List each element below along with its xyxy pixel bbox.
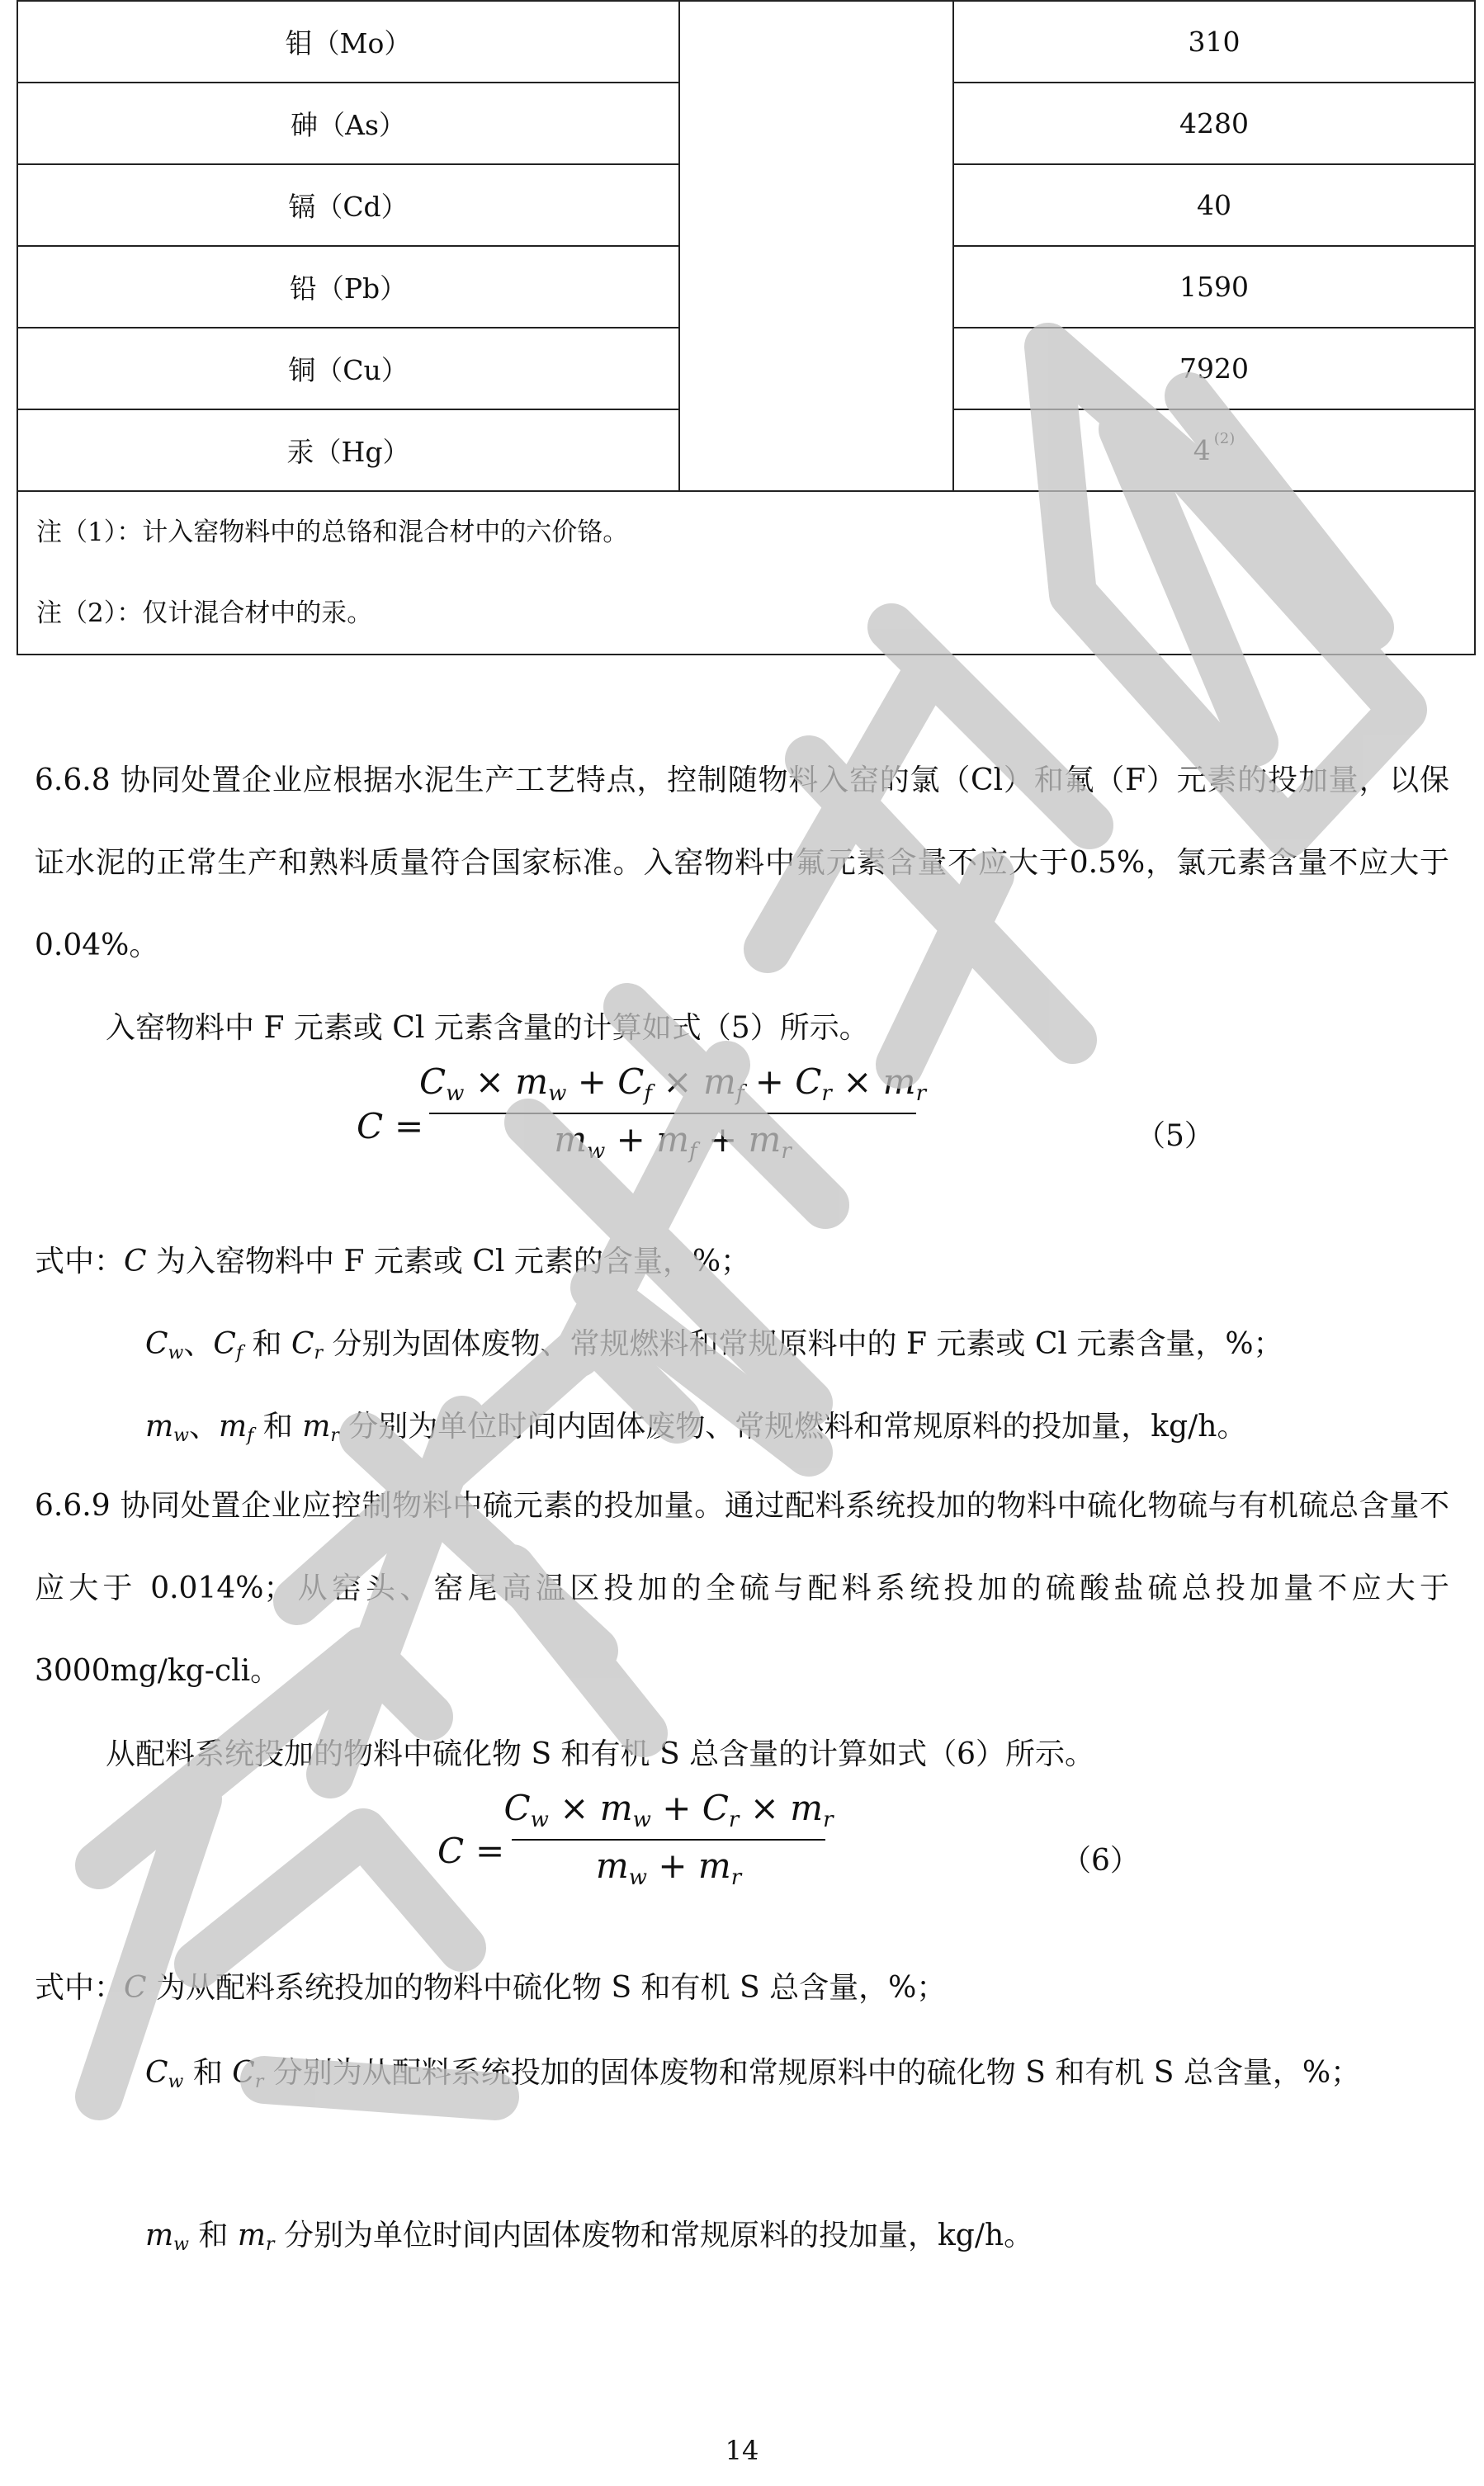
value-cell: 4280 bbox=[953, 83, 1475, 164]
formula-denominator: mw + mf + mr bbox=[554, 1119, 792, 1164]
value-cell: 1590 bbox=[953, 246, 1475, 328]
formula-5-intro: 入窑物料中 F 元素或 Cl 元素含量的计算如式（5）所示。 bbox=[106, 1011, 869, 1045]
where-line: 式中：C 为入窑物料中 F 元素或 Cl 元素的含量，%； bbox=[35, 1245, 751, 1278]
value-cell: 310 bbox=[953, 1, 1475, 83]
table-note: 注（1）：计入窑物料中的总铬和混合材中的六价铬。 bbox=[36, 518, 629, 547]
formula-lhs: C bbox=[357, 1106, 384, 1146]
element-cell: 镉（Cd） bbox=[17, 164, 679, 246]
where-line: $m_w$、$m_f$ 和 $m_r$ 分别为单位时间内固体废物、常规燃料和常规原料的投加量，kg/h。 bbox=[145, 1410, 1247, 1446]
formula-fraction bbox=[503, 1788, 834, 1890]
equation-number: （6） bbox=[1061, 1844, 1140, 1878]
formula-fraction bbox=[419, 1061, 927, 1164]
formula-numerator: Cw × mw + Cr × mr bbox=[503, 1788, 834, 1832]
element-cell: 铅（Pb） bbox=[17, 246, 679, 328]
page-number: 14 bbox=[725, 2435, 759, 2466]
element-cell: 汞（Hg） bbox=[17, 409, 679, 491]
formula-6-intro: 从配料系统投加的物料中硫化物 S 和有机 S 总含量的计算如式（6）所示。 bbox=[106, 1737, 1095, 1771]
heavy-metal-limits-table bbox=[17, 0, 1476, 655]
element-cell: 钼（Mo） bbox=[17, 1, 679, 83]
where-line: $C_w$、$C_f$ 和 $C_r$ 分别为固体废物、常规燃料和常规原料中的 F 元素或 Cl 元素含量，%； bbox=[145, 1327, 1283, 1364]
where-line: 式中：C 为从配料系统投加的物料中硫化物 S 和有机 S 总含量，%； bbox=[35, 1971, 947, 2005]
notes-cell bbox=[17, 491, 1475, 655]
formula-lhs: C bbox=[437, 1831, 465, 1871]
empty-merged-cell bbox=[679, 1, 953, 491]
equation-number: （5） bbox=[1136, 1119, 1214, 1153]
footnote-ref: (2) bbox=[1213, 430, 1236, 447]
section-6-6-9-paragraph: 6.6.9 协同处置企业应控制物料中硫元素的投加量。通过配料系统投加的物料中硫化物硫与有机硫总含量不应大于 0.014%；从窑头、窑尾高温区投加的全硫与配料系统投加的硫酸盐硫总投加量不应大于 3000mg/kg-cli。 bbox=[35, 1489, 1449, 1688]
where-line: $C_w$ 和 $C_r$ 分别为从配料系统投加的固体废物和常规原料中的硫化物 S 和有机 S 总含量，%； bbox=[145, 2056, 1361, 2092]
section-6-6-8-paragraph: 6.6.8 协同处置企业应根据水泥生产工艺特点，控制随物料入窑的氯（Cl）和氟（F）元素的投加量，以保证水泥的正常生产和熟料质量符合国家标准。入窑物料中氟元素含量不应大于0.5%，氯元素含量不应大于0.04%。 bbox=[35, 763, 1449, 962]
value-cell: 7920 bbox=[953, 328, 1475, 409]
formula-equals: = bbox=[395, 1106, 424, 1146]
formula-denominator: mw + mr bbox=[595, 1846, 742, 1890]
value-cell: 40 bbox=[953, 164, 1475, 246]
value-text: 4 bbox=[1193, 434, 1211, 466]
table-notes-row bbox=[17, 491, 1475, 655]
table-row bbox=[17, 1, 1475, 83]
element-cell: 铜（Cu） bbox=[17, 328, 679, 409]
where-line: $m_w$ 和 $m_r$ 分别为单位时间内固体废物和常规原料的投加量，kg/h。 bbox=[145, 2219, 1034, 2255]
element-cell: 砷（As） bbox=[17, 83, 679, 164]
value-cell bbox=[953, 409, 1475, 491]
table-note: 注（2）：仅计混合材中的汞。 bbox=[36, 598, 373, 628]
formula-numerator: Cw × mw + Cf × mf + Cr × mr bbox=[419, 1061, 927, 1106]
formula-equals: = bbox=[475, 1831, 505, 1871]
